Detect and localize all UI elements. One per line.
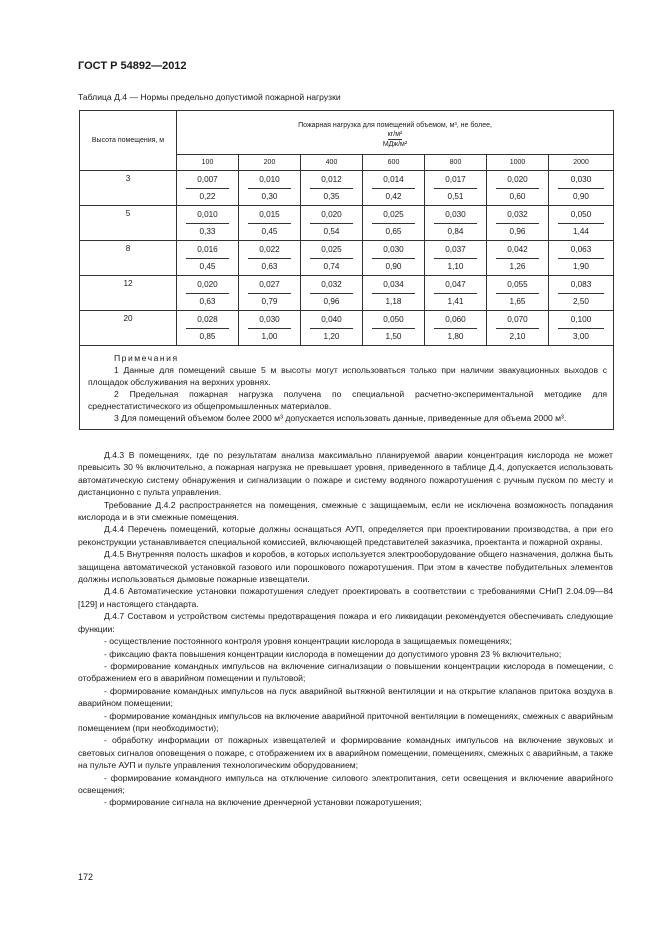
body-paragraph: Д.4.5 Внутренняя полость шкафов и коробов, в которых используется электрооборудование общего назначения, должна быть защищена автоматической установкой газового или порошкового пожаротушения. При этом в качестве побудительных элементов должны использоваться дымовые пожарные извещатели. — [78, 549, 613, 585]
body-paragraph: - формирование командных импульсов на включение аварийной приточной вентиляции в помещениях, смежных с аварийным помещением (при необходимости); — [78, 710, 613, 733]
fire-load-cell — [177, 206, 239, 241]
fraction-line — [372, 258, 415, 259]
fire-load-cell — [549, 206, 614, 241]
fire-load-cell — [177, 171, 239, 206]
fire-load-cell — [239, 276, 301, 311]
fire-load-kg-value: 0,016 — [197, 244, 218, 254]
room-height-cell: 5 — [80, 206, 177, 241]
fire-load-kg-value: 0,063 — [570, 244, 592, 254]
fire-load-kg-value: 0,020 — [197, 279, 218, 289]
fire-load-kg-value: 0,050 — [570, 209, 592, 219]
fire-load-header-text: Пожарная нагрузка для помещений объемом, м³, не более, — [298, 121, 492, 129]
fire-load-kg-value: 0,025 — [321, 244, 342, 254]
table-note: 1 Данные для помещений свыше 5 м высоты могут использоваться только при наличии эвакуационных выходов с площадок обслуживания на верхних уровнях. — [88, 365, 608, 387]
fraction-line — [248, 258, 291, 259]
fire-load-cell — [301, 206, 363, 241]
fire-load-mj-value: 0,96 — [509, 226, 526, 236]
fire-load-kg-value: 0,100 — [570, 314, 592, 324]
fire-load-cell — [301, 311, 363, 346]
fire-load-mj-value: 0,63 — [261, 261, 278, 271]
table-note: 2 Предельная пожарная нагрузка получена по специальной расчетно-экспериментальной методике для среднестатистического из общепромышленных материалов. — [88, 389, 608, 411]
table-note: 3 Для помещений объемом более 2000 м³ допускается использовать данные, приведенные для объема 2000 м³. — [114, 413, 567, 423]
fire-load-cell — [425, 311, 487, 346]
fire-load-cell — [487, 171, 549, 206]
fire-load-cell — [239, 206, 301, 241]
fire-load-kg-value: 0,032 — [507, 209, 528, 219]
body-paragraph: - формирование командных импульсов на пуск аварийной вытяжной вентиляции и на открытие клапанов притока воздуха в аварийном помещении; — [78, 685, 613, 709]
fire-load-kg-value: 0,040 — [321, 314, 342, 324]
fire-load-cell — [301, 171, 363, 206]
fire-load-cell — [425, 241, 487, 276]
fire-load-mj-value: 0,85 — [199, 331, 216, 341]
fire-load-mj-value: 0,90 — [573, 191, 589, 201]
fire-load-cell — [487, 276, 549, 311]
fire-load-mj-value: 1,90 — [573, 261, 589, 271]
fire-load-kg-value: 0,014 — [383, 174, 404, 184]
fire-load-kg-value: 0,047 — [445, 279, 466, 289]
fire-load-mj-value: 1,00 — [261, 331, 278, 341]
fire-load-cell — [363, 206, 425, 241]
fire-load-cell — [425, 276, 487, 311]
fraction-line — [248, 188, 291, 189]
room-height-cell: 8 — [80, 241, 177, 276]
volume-header-cell: 600 — [363, 155, 425, 171]
fraction-line — [186, 328, 229, 329]
fire-load-cell — [363, 171, 425, 206]
fraction-line — [248, 293, 291, 294]
body-paragraph: - формирование командных импульсов на включение сигнализации о повышении концентрации кислорода в помещении, с отображением его в аварийном помещении и пультовой; — [78, 660, 613, 684]
fraction-line — [496, 258, 539, 259]
fire-load-cell — [177, 311, 239, 346]
fire-load-norms-table — [79, 110, 614, 430]
fraction-line — [434, 328, 477, 329]
fire-load-mj-value: 1,50 — [385, 331, 402, 341]
fraction-line — [310, 223, 353, 224]
table-row — [80, 171, 614, 206]
fire-load-cell — [177, 276, 239, 311]
fraction-line — [496, 293, 539, 294]
fire-load-cell — [549, 171, 614, 206]
fraction-line — [248, 328, 291, 329]
fire-load-kg-value: 0,037 — [445, 244, 466, 254]
fire-load-kg-value: 0,083 — [570, 279, 592, 289]
table-caption: Таблица Д.4 — Нормы предельно допустимой пожарной нагрузки — [78, 92, 341, 102]
fraction-line — [496, 328, 539, 329]
body-paragraph: Д.4.6 Автоматические установки пожаротушения следует проектировать в соответствии с требованиями СНиП 2.04.09—84 [129] и настоящего стандарта. — [78, 586, 613, 609]
volume-header-cell: 200 — [239, 155, 301, 171]
fire-load-cell — [549, 311, 614, 346]
room-height-cell: 12 — [80, 276, 177, 311]
body-paragraph: Д.4.7 Составом и устройством системы предотвращения пожара и его ликвидации рекомендуется обеспечивать следующие функции: — [78, 611, 613, 634]
fire-load-mj-value: 1,18 — [385, 296, 402, 306]
fire-load-kg-value: 0,010 — [259, 174, 280, 184]
volume-header-cell: 2000 — [549, 155, 614, 171]
fraction-line — [186, 293, 229, 294]
fraction-line — [372, 293, 415, 294]
fraction-line — [186, 223, 229, 224]
fire-load-kg-value: 0,012 — [321, 174, 342, 184]
fire-load-mj-value: 0,79 — [261, 296, 278, 306]
fire-load-kg-value: 0,070 — [507, 314, 528, 324]
fire-load-cell — [487, 206, 549, 241]
fire-load-mj-value: 1,10 — [447, 261, 464, 271]
volume-header-cell: 1000 — [487, 155, 549, 171]
fire-load-mj-value: 0,35 — [323, 191, 340, 201]
fire-load-mj-value: 0,84 — [447, 226, 464, 236]
fire-load-cell — [301, 276, 363, 311]
fire-load-kg-value: 0,042 — [507, 244, 528, 254]
fire-load-mj-value: 3,00 — [573, 331, 589, 341]
fraction-line — [434, 188, 477, 189]
fire-load-cell — [239, 171, 301, 206]
fire-load-kg-value: 0,050 — [383, 314, 404, 324]
room-height-cell: 20 — [80, 311, 177, 346]
fire-load-cell — [363, 241, 425, 276]
fire-load-cell — [239, 311, 301, 346]
fire-load-mj-value: 0,60 — [509, 191, 526, 201]
table-row — [80, 276, 614, 311]
units-denominator: МДж/м² — [382, 140, 408, 148]
fire-load-mj-value: 1,20 — [323, 331, 340, 341]
fire-load-mj-value: 1,44 — [573, 226, 589, 236]
body-paragraph: - формирование сигнала на включение дренчерной установки пожаротушения; — [104, 797, 422, 808]
column-header-height: Высота помещения, м — [80, 111, 177, 171]
fire-load-kg-value: 0,020 — [321, 209, 342, 219]
fire-load-kg-value: 0,007 — [197, 174, 218, 184]
fire-load-mj-value: 0,90 — [385, 261, 402, 271]
page-number: 172 — [78, 872, 94, 882]
column-header-fire-load — [177, 111, 614, 155]
fire-load-kg-value: 0,017 — [445, 174, 466, 184]
room-height-cell: 3 — [80, 171, 177, 206]
fire-load-mj-value: 0,63 — [199, 296, 216, 306]
table-row — [80, 206, 614, 241]
fraction-line — [496, 223, 539, 224]
volume-header-cell: 400 — [301, 155, 363, 171]
fraction-line — [434, 293, 477, 294]
table-row — [80, 311, 614, 346]
fraction-line — [310, 188, 353, 189]
units-numerator: кг/м² — [387, 130, 403, 138]
fraction-line — [496, 188, 539, 189]
fire-load-mj-value: 2,10 — [509, 331, 526, 341]
fraction-line — [248, 223, 291, 224]
fire-load-cell — [239, 241, 301, 276]
volume-header-cell: 800 — [425, 155, 487, 171]
fire-load-kg-value: 0,010 — [197, 209, 218, 219]
body-text — [78, 449, 613, 809]
fire-load-mj-value: 0,51 — [447, 191, 464, 201]
fire-load-kg-value: 0,030 — [259, 314, 280, 324]
body-paragraph: Требование Д.4.2 распространяется на помещения, смежные с защищаемым, если не исключена возможность попадания кислорода и в эти смежные помещения. — [78, 499, 613, 523]
body-paragraph: - обработку информации от пожарных извещателей и формирование командных импульсов на включение звуковых и световых сигналов оповещения о пожаре, с отображением их в аварийном помещении, помещениях, смежных с аварийным, а также на пульте АУП и пульте управления технологическим оборудованием; — [78, 735, 613, 771]
fire-load-mj-value: 0,22 — [199, 191, 216, 201]
fire-load-cell — [425, 206, 487, 241]
fire-load-mj-value: 0,65 — [385, 226, 402, 236]
body-paragraph: - фиксацию факта повышения концентрации кислорода в помещении до допустимого уровня 23 % включительно; — [104, 648, 562, 659]
fire-load-kg-value: 0,030 — [383, 244, 404, 254]
fire-load-kg-value: 0,030 — [445, 209, 466, 219]
fire-load-cell — [177, 241, 239, 276]
fire-load-mj-value: 1,41 — [447, 296, 464, 306]
fire-load-kg-value: 0,060 — [445, 314, 466, 324]
fire-load-kg-value: 0,055 — [507, 279, 528, 289]
fire-load-kg-value: 0,032 — [321, 279, 342, 289]
fraction-line — [558, 188, 604, 189]
table-notes — [80, 346, 614, 430]
fraction-line — [558, 223, 604, 224]
fraction-line — [310, 258, 353, 259]
fire-load-kg-value: 0,025 — [383, 209, 404, 219]
body-paragraph: Д.4.3 В помещениях, где по результатам анализа максимально планируемой аварии концентрация кислорода не может превысить 30 % включительно, а пожарная нагрузка не превышает уровня, приведенного в таблице Д.4, допускается использовать автоматическую систему обнаружения и сигнализации о пожаре и систему водяного пожаротушения с ручным пуском по месту и дистанционно с пульта управления. — [78, 450, 613, 498]
fire-load-cell — [549, 276, 614, 311]
fire-load-cell — [549, 241, 614, 276]
fraction-line — [558, 293, 604, 294]
fraction-line — [186, 188, 229, 189]
fire-load-mj-value: 1,80 — [447, 331, 464, 341]
fire-load-kg-value: 0,030 — [570, 174, 592, 184]
fraction-line — [434, 258, 477, 259]
fire-load-kg-value: 0,015 — [259, 209, 280, 219]
fire-load-kg-value: 0,020 — [507, 174, 528, 184]
fire-load-mj-value: 1,65 — [509, 296, 526, 306]
document-code: ГОСТ Р 54892—2012 — [78, 60, 187, 72]
fraction-line — [310, 328, 353, 329]
body-paragraph: - осуществление постоянного контроля уровня концентрации кислорода в защищаемых помещениях; — [104, 636, 512, 647]
fire-load-kg-value: 0,022 — [259, 244, 280, 254]
volume-header-cell: 100 — [177, 155, 239, 171]
fire-load-kg-value: 0,028 — [197, 314, 218, 324]
fire-load-mj-value: 0,54 — [323, 226, 340, 236]
fire-load-cell — [301, 241, 363, 276]
fire-load-mj-value: 0,45 — [199, 261, 216, 271]
fire-load-mj-value: 0,42 — [385, 191, 402, 201]
fire-load-cell — [425, 171, 487, 206]
fire-load-mj-value: 0,30 — [261, 191, 278, 201]
fraction-line — [434, 223, 477, 224]
fire-load-mj-value: 0,33 — [199, 226, 216, 236]
fraction-line — [310, 293, 353, 294]
fire-load-mj-value: 0,96 — [323, 296, 340, 306]
fire-load-kg-value: 0,034 — [383, 279, 404, 289]
body-paragraph: Д.4.4 Перечень помещений, которые должны оснащаться АУП, определяется при проектировании производства, а при его реконструкции устанавливается специальной комиссией, включающей представителей заказчика, проектанта и пожарной охраны. — [78, 524, 613, 547]
body-paragraph: - формирование командного импульса на отключение силового электропитания, сети освещения и включение аварийного освещения; — [78, 772, 613, 795]
fraction-line — [372, 328, 415, 329]
fire-load-mj-value: 0,74 — [323, 261, 340, 271]
fire-load-cell — [363, 311, 425, 346]
fraction-line — [372, 223, 415, 224]
fire-load-cell — [487, 311, 549, 346]
fraction-line — [186, 258, 229, 259]
fire-load-kg-value: 0,027 — [259, 279, 280, 289]
table-row — [80, 241, 614, 276]
fraction-line — [558, 328, 604, 329]
fire-load-cell — [487, 241, 549, 276]
fraction-line — [372, 188, 415, 189]
notes-title: Примечания — [114, 353, 179, 363]
fire-load-mj-value: 2,50 — [573, 296, 589, 306]
fraction-line — [558, 258, 604, 259]
fire-load-cell — [363, 276, 425, 311]
fire-load-mj-value: 1,26 — [509, 261, 526, 271]
fire-load-mj-value: 0,45 — [261, 226, 278, 236]
